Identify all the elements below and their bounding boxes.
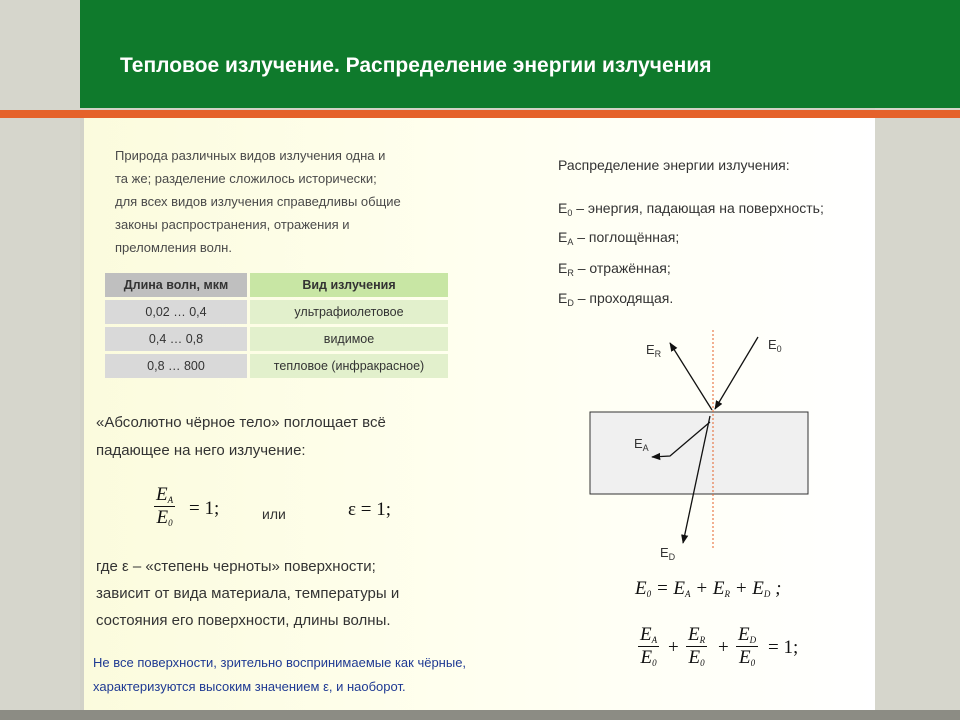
label-symbol: E bbox=[768, 337, 777, 352]
def-subscript: 0 bbox=[567, 208, 573, 218]
black-body-line-2: падающее на него излучение: bbox=[96, 442, 306, 459]
plus-sign: + bbox=[718, 637, 729, 658]
material-slab bbox=[590, 412, 808, 494]
label-ed bbox=[660, 545, 675, 562]
table-cell: 0,4 … 0,8 bbox=[105, 327, 247, 351]
label-subscript: A bbox=[642, 443, 649, 453]
label-e0 bbox=[768, 337, 782, 354]
def-symbol: E bbox=[558, 229, 568, 245]
incident-ray-arrow bbox=[715, 337, 758, 409]
note-line-1: Не все поверхности, зрительно воспринимаемые как чёрные, bbox=[93, 655, 467, 670]
epsilon-line-3: состояния его поверхности, длины волны. bbox=[96, 612, 391, 629]
epsilon-line-2: зависит от вида материала, температуры и bbox=[96, 585, 400, 602]
table-cell: ультрафиолетовое bbox=[250, 300, 448, 324]
formula-subscript: 0 bbox=[168, 518, 173, 528]
table-header-type: Вид излучения bbox=[250, 273, 448, 297]
formula-symbol: E bbox=[156, 484, 168, 505]
def-text: – энергия, падающая на поверхность; bbox=[572, 200, 824, 216]
label-symbol: E bbox=[634, 436, 643, 451]
table-cell: видимое bbox=[250, 327, 448, 351]
formula-epsilon: ε = 1; bbox=[348, 499, 391, 520]
ratio-ea-e0: $\frac{E_A}{E_0}$ bbox=[640, 624, 658, 668]
label-subscript: R bbox=[654, 349, 662, 359]
reflected-ray-arrow bbox=[670, 343, 712, 410]
black-body-line-1: «Абсолютно чёрное тело» поглощает всё bbox=[96, 414, 386, 431]
table-cell: 0,8 … 800 bbox=[105, 354, 247, 378]
energy-distribution-heading: Распределение энергии излучения: bbox=[558, 157, 790, 173]
note-line-2: характеризуются высоким значением ε, и наоборот. bbox=[93, 679, 406, 694]
equals-one: = 1; bbox=[768, 637, 799, 658]
label-er bbox=[646, 342, 661, 359]
def-text: – отражённая; bbox=[573, 260, 671, 276]
label-subscript: 0 bbox=[776, 344, 782, 354]
or-word: или bbox=[262, 506, 286, 522]
epsilon-line-1: где ε – «степень черноты» поверхности; bbox=[96, 558, 376, 575]
def-text: – проходящая. bbox=[573, 290, 674, 306]
energy-sum-formula: $E_0 = E_A + E_R + E_D$ ; bbox=[635, 578, 782, 599]
formula-subscript: A bbox=[167, 495, 174, 505]
def-symbol: E bbox=[558, 260, 568, 276]
def-symbol: E bbox=[558, 290, 568, 306]
slide-title: Тепловое излучение. Распределение энергии излучения bbox=[120, 54, 712, 77]
def-subscript: A bbox=[567, 237, 574, 247]
table-header-wavelength: Длина волн, мкм bbox=[105, 273, 247, 297]
table-cell: 0,02 … 0,4 bbox=[105, 300, 247, 324]
intro-paragraph: Природа различных видов излучения одна и та же; разделение сложилось исторически; для всех видов излучения справедливы общие законы распространения, отражения и преломления волн. bbox=[115, 148, 401, 255]
table-cell: тепловое (инфракрасное) bbox=[250, 354, 448, 378]
def-subscript: D bbox=[567, 298, 574, 308]
def-symbol: E bbox=[558, 200, 568, 216]
ratio-ed-e0: $\frac{E_D}{E_0}$ bbox=[738, 624, 757, 668]
plus-sign: + bbox=[668, 637, 679, 658]
def-subscript: R bbox=[567, 268, 574, 278]
label-ea bbox=[634, 436, 649, 453]
ratio-er-e0: $\frac{E_R}{E_0}$ bbox=[688, 624, 706, 668]
formula-equals-one: = 1; bbox=[189, 498, 220, 519]
label-subscript: D bbox=[668, 552, 676, 562]
label-symbol: E bbox=[646, 342, 655, 357]
def-text: – поглощённая; bbox=[573, 229, 680, 245]
formula-symbol: E bbox=[156, 507, 169, 528]
label-symbol: E bbox=[660, 545, 669, 560]
